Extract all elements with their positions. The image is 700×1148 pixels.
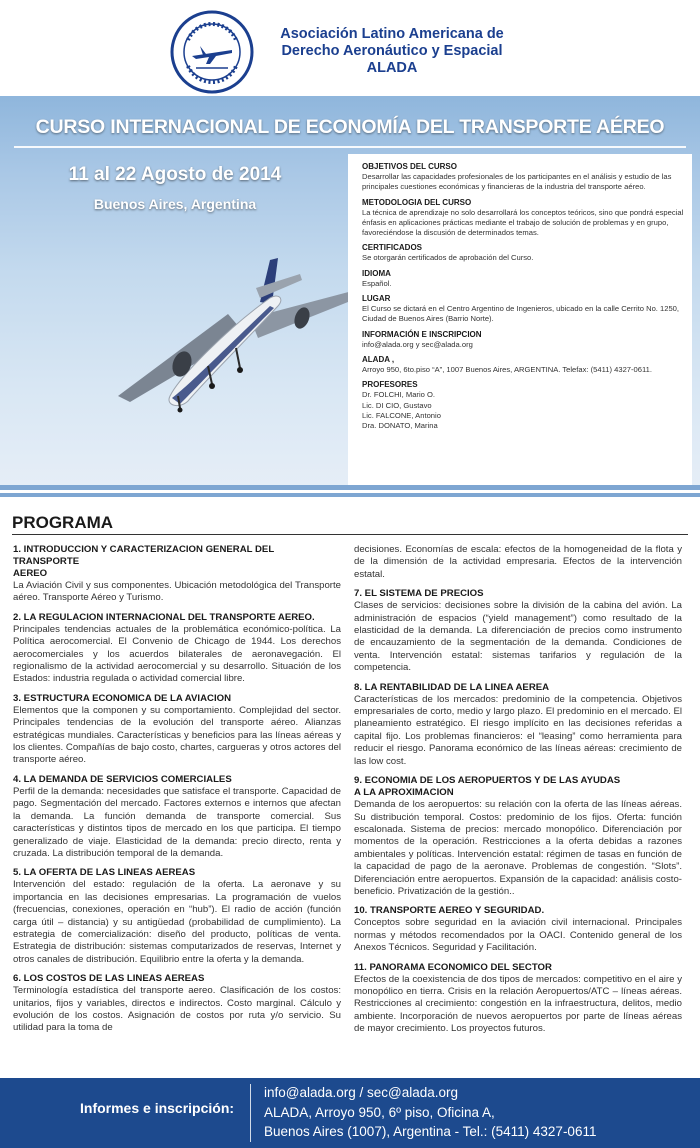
programa-section-text: Terminología estadística del transporte aereo. Clasificación de los costos: unitarios, fijos y variables, directos e indirectos. Costo marginal. Cálculo y evolución de los costos. Asignación de costos por ruta y/o servicio. Su utilidad para la toma de <box>13 985 341 1034</box>
info-section <box>362 162 684 193</box>
info-section-heading: METODOLOGIA DEL CURSO <box>362 197 472 207</box>
programa-section-heading: 10. TRANSPORTE AEREO Y SEGURIDAD. <box>354 905 545 917</box>
info-section-heading: INFORMACIÓN E INSCRIPCION <box>362 329 482 339</box>
course-info-panel <box>348 154 692 486</box>
programa-section <box>13 544 341 605</box>
programa-column-right <box>354 544 682 1043</box>
programa-section-heading: 6. LOS COSTOS DE LAS LINEAS AEREAS <box>13 973 205 985</box>
org-line-1: Asociación Latino Americana de <box>280 26 504 42</box>
info-section <box>362 269 684 289</box>
programa-section <box>13 973 341 1035</box>
org-line-3: ALADA <box>366 60 418 76</box>
programa-section-heading: 7. EL SISTEMA DE PRECIOS <box>354 588 484 600</box>
programa-section <box>354 962 682 1036</box>
course-title: CURSO INTERNACIONAL DE ECONOMÍA DEL TRANSPORTE AÉREO <box>35 116 665 138</box>
info-section-heading: PROFESORES <box>362 380 418 390</box>
info-section-heading: CERTIFICADOS <box>362 243 422 253</box>
info-section-line: Desarrollar las capacidades profesionales de los participantes en el análisis y estudio de las <box>362 172 672 181</box>
course-date: 11 al 22 Agosto de 2014 <box>68 164 282 185</box>
programa-section-text: Intervención del estado: regulación de la oferta. La aeronave y su importancia en las decisiones empresarias. La programación de vuelos (frecuencias, conexiones, operación en “hub”). El radio de acción (función carga útil – distancia) y su antigüedad (probabilidad de cumplimiento). La estrategia de comercialización: diseño del producto, políticas de venta. Estrategia de distribución: sistemas computarizados de reservas, Internet y otros canales de distribución. Equilibrio entre la oferta y la demanda. <box>13 879 341 965</box>
info-section-line: Lic. DI CIO, Gustavo <box>362 400 432 410</box>
programa-section <box>354 682 682 768</box>
programa-section-text: Principales tendencias actuales de la problemática económico-política. La Política aerocomercial. El Convenio de Chicago de 1944. Los derechos aerocomerciales y los acuerdos bilaterales de aeronavegación. El regionalismo de la actividad aerocomercial y su desarrollo. Situación de los Estados: industria regulada o actividad comercial libre. <box>13 623 341 685</box>
info-section-heading: IDIOMA <box>362 268 391 278</box>
programa-divider <box>12 534 688 535</box>
footer-phone-line: Buenos Aires (1007), Argentina - Tel.: (5411) 4327-0611 <box>264 1124 597 1139</box>
programa-section <box>13 867 341 966</box>
info-section-line: El Curso se dictará en el Centro Argentino de Ingenieros, ubicado en la calle Cerrito No. 1250, <box>362 304 680 314</box>
programa-section <box>13 774 341 860</box>
info-section-heading: LUGAR <box>362 294 391 304</box>
info-section-heading: OBJETIVOS DEL CURSO <box>362 162 457 171</box>
programa-section-text: Clases de servicios: decisiones sobre la división de la cabina del avión. La administración de espacios (“yield management”) como resultado de la elasticidad de la demanda. La diferenciación de precios como instrumento de encauzamiento de la segmentación de la demanda. Condiciones de venta. Intervención estatal: sistemas tarifarios y regulación de la competencia. <box>354 600 682 674</box>
org-line-2: Derecho Aeronáutico y Espacial <box>281 43 503 59</box>
programa-section-heading: 2. LA REGULACION INTERNACIONAL DEL TRANSPORTE AEREO. <box>13 611 315 623</box>
info-section-line: Se otorgarán certificados de aprobación del Curso. <box>362 253 534 263</box>
programa-section-heading: 9. ECONOMIA DE LOS AEROPUERTOS Y DE LAS AYUDAS <box>354 775 621 787</box>
info-section <box>362 355 684 375</box>
info-section-line: favoreciéndose la discusión de determinados temas. <box>362 228 539 238</box>
info-section-line: énfasis en aplicaciones prácticas mediante el trabajo de solución de problemas y en grupo, <box>362 217 669 227</box>
info-section <box>362 330 684 350</box>
info-section-line: Dra. DONATO, Marina <box>362 421 438 431</box>
programa-section-heading: AEREO <box>13 568 48 579</box>
info-section-line: principales cuestiones económicas y financieras de la industria del transporte aéreo. <box>362 182 646 192</box>
footer-address-line: ALADA, Arroyo 950, 6º piso, Oficina A, <box>264 1104 495 1120</box>
info-section-line: Español. <box>362 278 392 288</box>
header <box>0 0 700 96</box>
alada-seal-logo-icon <box>170 10 254 94</box>
info-section-line: Ciudad de Buenos Aires (Barrio Norte). <box>362 314 494 324</box>
programa-section-heading: 1. INTRODUCCION Y CARACTERIZACION GENERAL DEL TRANSPORTE <box>13 544 275 567</box>
footer <box>0 1078 700 1148</box>
programa-section-heading: 3. ESTRUCTURA ECONOMICA DE LA AVIACION <box>13 692 231 704</box>
programa-section-heading: 8. LA RENTABILIDAD DE LA LINEA AEREA <box>354 681 550 693</box>
info-section-line: info@alada.org y sec@alada.org <box>362 339 473 349</box>
programa-section-text: Conceptos sobre seguridad en la aviación civil internacional. Principales normas y métodos recomendados por la OACI. Contenido general de los Anexos Técnicos. Seguridad y Facilitación. <box>354 917 682 954</box>
programa-section <box>354 905 682 954</box>
programa-section-text: Características de los mercados: predominio de la competencia. Objetivos empresariales de corto, medio y largo plazo. El predominio en el mercado. El planeamiento estratégico. El riesgo implícito en las decisiones referidas a capital fijo. Los problemas financieros: el “leasing” como herramienta para reducir el riesgo. Panorama económico de las líneas aéreas: crecimiento de las low cost. <box>354 693 682 767</box>
programa-section-text: Efectos de la coexistencia de dos tipos de mercados: competitivo en el aire y monopólico en tierra. Crisis en la relación Aeropuertos/ATC – líneas aéreas. Restricciones al crecimiento: congestión en la infraestructura, delitos, medio ambiente. Incorporación de nuevos aeropuertos por parte de líneas aéreas de mayor crecimiento. Los proyectos futuros. <box>354 973 682 1035</box>
programa-section-heading: 5. LA OFERTA DE LAS LINEAS AEREAS <box>13 867 196 879</box>
programa-section <box>354 775 682 898</box>
programa-heading: PROGRAMA <box>12 513 114 532</box>
course-place: Buenos Aires, Argentina <box>93 196 257 212</box>
section-6-continuation: decisiones. Economías de escala: efectos de la homogeneidad de la flota y de la dimensión de la actividad empresaria. Efectos de la intervención estatal. <box>354 544 682 580</box>
organization-name <box>262 26 522 77</box>
programa-section-heading: 11. PANORAMA ECONOMICO DEL SECTOR <box>354 961 552 973</box>
footer-label: Informes e inscripción: <box>80 1100 235 1116</box>
info-section-line: Lic. FALCONE, Antonio <box>362 410 441 420</box>
info-section <box>362 243 684 263</box>
programa-section-heading: 4. LA DEMANDA DE SERVICIOS COMERCIALES <box>13 773 232 785</box>
programa-section <box>13 693 341 767</box>
footer-contact <box>264 1083 596 1142</box>
programa-section-text: Demanda de los aeropuertos: su relación con la oferta de las líneas aéreas. Su distribución temporal. Costos: predominio de los fijos. Oferta: función escalonada. Sistema de precios: mercado monopólico. Diferenciación por momentos de la operación. Restricciones a la oferta debidas a razones ambientales y políticas. Intervención estatal: régimen de tasas en función de la capacidad de pago de la aeronave. Problemas de congestión. “Slots”. Diferenciación entre aeropuertos. Expansión de la capacidad: análisis costo-beneficio. Privatización de la gestión.. <box>354 799 682 897</box>
airplane-photo-icon <box>110 246 360 421</box>
info-section-line: Arroyo 950, 6to.piso “A”, 1007 Buenos Aires, ARGENTINA. Telefax: (5411) 4327-0611. <box>362 364 652 374</box>
info-section-heading: ALADA , <box>362 354 395 364</box>
programa-section <box>13 612 341 686</box>
info-section <box>362 198 684 239</box>
programa-section-heading: A LA APROXIMACION <box>354 787 454 799</box>
footer-divider <box>250 1084 251 1142</box>
footer-email-line: info@alada.org / sec@alada.org <box>264 1085 459 1100</box>
programa-section-text: Perfil de la demanda: necesidades que satisface el transporte. Capacidad de pago. Segmentación del mercado. Factores externos e internos que afectan la demanda. La función demanda de transporte comercial. Sus características y distintos tipos de mercado en los que participa. El tiempo generalizado de viaje. Elasticidad de la demanda: precio directo, renta y cruzada. La distribución temporal de la demanda. <box>13 785 341 859</box>
title-divider <box>14 146 686 148</box>
info-section <box>362 294 684 325</box>
info-section-line: Dr. FOLCHI, Mario O. <box>362 390 435 400</box>
hero-banner <box>0 96 700 490</box>
programa-column-left <box>13 544 341 1042</box>
programa-section <box>354 588 682 674</box>
info-section <box>362 380 684 431</box>
programa-section-text: Elementos que la componen y su comportamiento. Complejidad del sector. Principales tendencias de la evolución del transporte aéreo. Alianzas estratégicas mundiales. Características y beneficios para las líneas aéreas y los clientes. Compañías de bajo costo, chartes, cargueras y otros actores del transporte aéreo. <box>13 704 341 766</box>
hero-bottom-line <box>0 490 700 493</box>
info-section-line: La técnica de aprendizaje no solo desarrollará los conceptos teóricos, sino que pondrá especial <box>362 207 684 217</box>
programa-section-text: La Aviación Civil y sus componentes. Ubicación metodológica del Transporte aéreo. Transporte Aéreo y Turismo. <box>13 580 341 604</box>
